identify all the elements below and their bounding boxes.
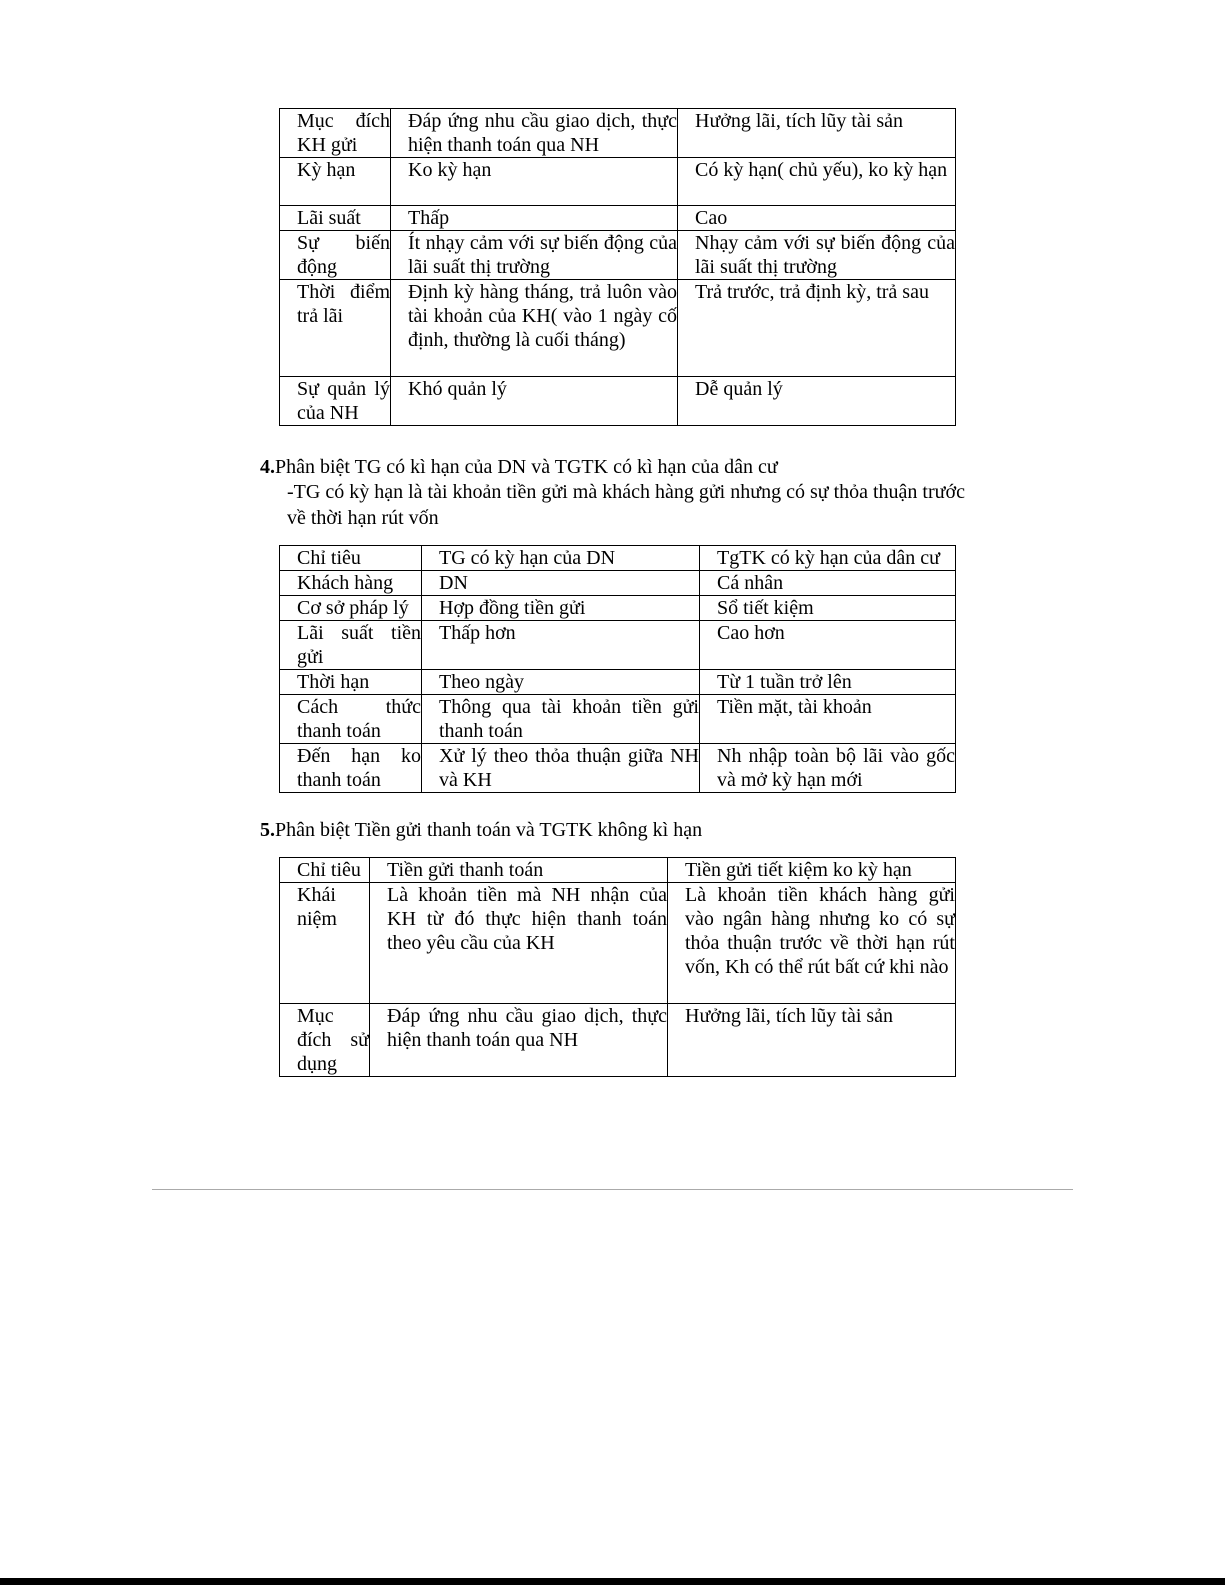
table-cell: Hợp đồng tiền gửi [422, 596, 700, 621]
table-cell: Kỳ hạn [280, 158, 391, 206]
table-term-deposit-comparison [279, 545, 956, 793]
table-row [280, 670, 956, 695]
table-cell: Xử lý theo thỏa thuận giữa NH và KH [422, 744, 700, 793]
section-4-paragraph: -TG có kỳ hạn là tài khoản tiền gửi mà khách hàng gửi nhưng có sự thỏa thuận trước về thời hạn rút vốn [287, 481, 965, 529]
table-cell: Lãi suất tiền gửi [280, 621, 422, 670]
table-cell: Mục đích sử dụng [280, 1004, 370, 1077]
table-cell: Sự biến động [280, 231, 391, 280]
table-cell: Từ 1 tuần trở lên [700, 670, 956, 695]
table-cell: Thời hạn [280, 670, 422, 695]
table-cell: Sự quản lý của NH [280, 377, 391, 426]
section-4-title: Phân biệt TG có kì hạn của DN và TGTK có kì hạn của dân cư [275, 456, 778, 478]
table-cell: Khách hàng [280, 571, 422, 596]
table-cell: Khó quản lý [391, 377, 678, 426]
table-cell: Hưởng lãi, tích lũy tài sản [678, 109, 956, 158]
table-cell: Tiền mặt, tài khoản [700, 695, 956, 744]
table-cell: Dễ quản lý [678, 377, 956, 426]
table-cell: Sổ tiết kiệm [700, 596, 956, 621]
table-cell: Trả trước, trả định kỳ, trả sau [678, 280, 956, 377]
table-cell: Thấp hơn [422, 621, 700, 670]
table-header: TG có kỳ hạn của DN [422, 546, 700, 571]
section-5-heading [260, 818, 702, 842]
section-4-heading [260, 455, 778, 479]
table-row [280, 883, 956, 1004]
table-header-row [280, 546, 956, 571]
table-cell: Cơ sở pháp lý [280, 596, 422, 621]
table-cell: Thời điểm trả lãi [280, 280, 391, 377]
table-row [280, 596, 956, 621]
table-cell: Mục đích KH gửi [280, 109, 391, 158]
table-cell: Là khoản tiền khách hàng gửi vào ngân hàng nhưng ko có sự thỏa thuận trước về thời hạn rút vốn, Kh có thể rút bất cứ khi nào [668, 883, 956, 1004]
table-cell: Cá nhân [700, 571, 956, 596]
table-row [280, 695, 956, 744]
table-row [280, 231, 956, 280]
table-header: Tiền gửi tiết kiệm ko kỳ hạn [668, 858, 956, 883]
table-row [280, 377, 956, 426]
table-row [280, 744, 956, 793]
table-cell: Ít nhạy cảm với sự biến động của lãi suất thị trường [391, 231, 678, 280]
table-cell: DN [422, 571, 700, 596]
table-cell: Đáp ứng nhu cầu giao dịch, thực hiện thanh toán qua NH [391, 109, 678, 158]
table-row [280, 1004, 956, 1077]
table-cell: Thông qua tài khoản tiền gửi thanh toán [422, 695, 700, 744]
page-bottom-bar [0, 1578, 1225, 1585]
table-cell: Định kỳ hàng tháng, trả luôn vào tài khoản của KH( vào 1 ngày cố định, thường là cuối tháng) [391, 280, 678, 377]
table-header: Tiền gửi thanh toán [370, 858, 668, 883]
table-header-row [280, 858, 956, 883]
page-divider [152, 1189, 1073, 1190]
table-cell: Ko kỳ hạn [391, 158, 678, 206]
table-row [280, 621, 956, 670]
table-cell: Theo ngày [422, 670, 700, 695]
table-demand-deposit-comparison [279, 857, 956, 1077]
table-cell: Khái niệm [280, 883, 370, 1004]
table-cell: Hưởng lãi, tích lũy tài sản [668, 1004, 956, 1077]
table-cell: Lãi suất [280, 206, 391, 231]
table-cell: Nhạy cảm với sự biến động của lãi suất thị trường [678, 231, 956, 280]
table-cell: Cao [678, 206, 956, 231]
section-4-number: 4. [260, 456, 275, 478]
table-cell: Cách thức thanh toán [280, 695, 422, 744]
section-5-number: 5. [260, 819, 275, 841]
table-cell: Đáp ứng nhu cầu giao dịch, thực hiện thanh toán qua NH [370, 1004, 668, 1077]
table-row [280, 280, 956, 377]
table-row [280, 158, 956, 206]
table-row [280, 571, 956, 596]
table-cell: Có kỳ hạn( chủ yếu), ko kỳ hạn [678, 158, 956, 206]
table-header: TgTK có kỳ hạn của dân cư [700, 546, 956, 571]
table-row [280, 206, 956, 231]
table-header: Chỉ tiêu [280, 546, 422, 571]
table-header: Chỉ tiêu [280, 858, 370, 883]
table-cell: Là khoản tiền mà NH nhận của KH từ đó thực hiện thanh toán theo yêu cầu của KH [370, 883, 668, 1004]
table-deposit-comparison [279, 108, 956, 426]
table-row [280, 109, 956, 158]
table-cell: Nh nhập toàn bộ lãi vào gốc và mở kỳ hạn mới [700, 744, 956, 793]
table-cell: Thấp [391, 206, 678, 231]
table-cell: Cao hơn [700, 621, 956, 670]
table-cell: Đến hạn ko thanh toán [280, 744, 422, 793]
section-5-title: Phân biệt Tiền gửi thanh toán và TGTK không kì hạn [275, 819, 703, 841]
